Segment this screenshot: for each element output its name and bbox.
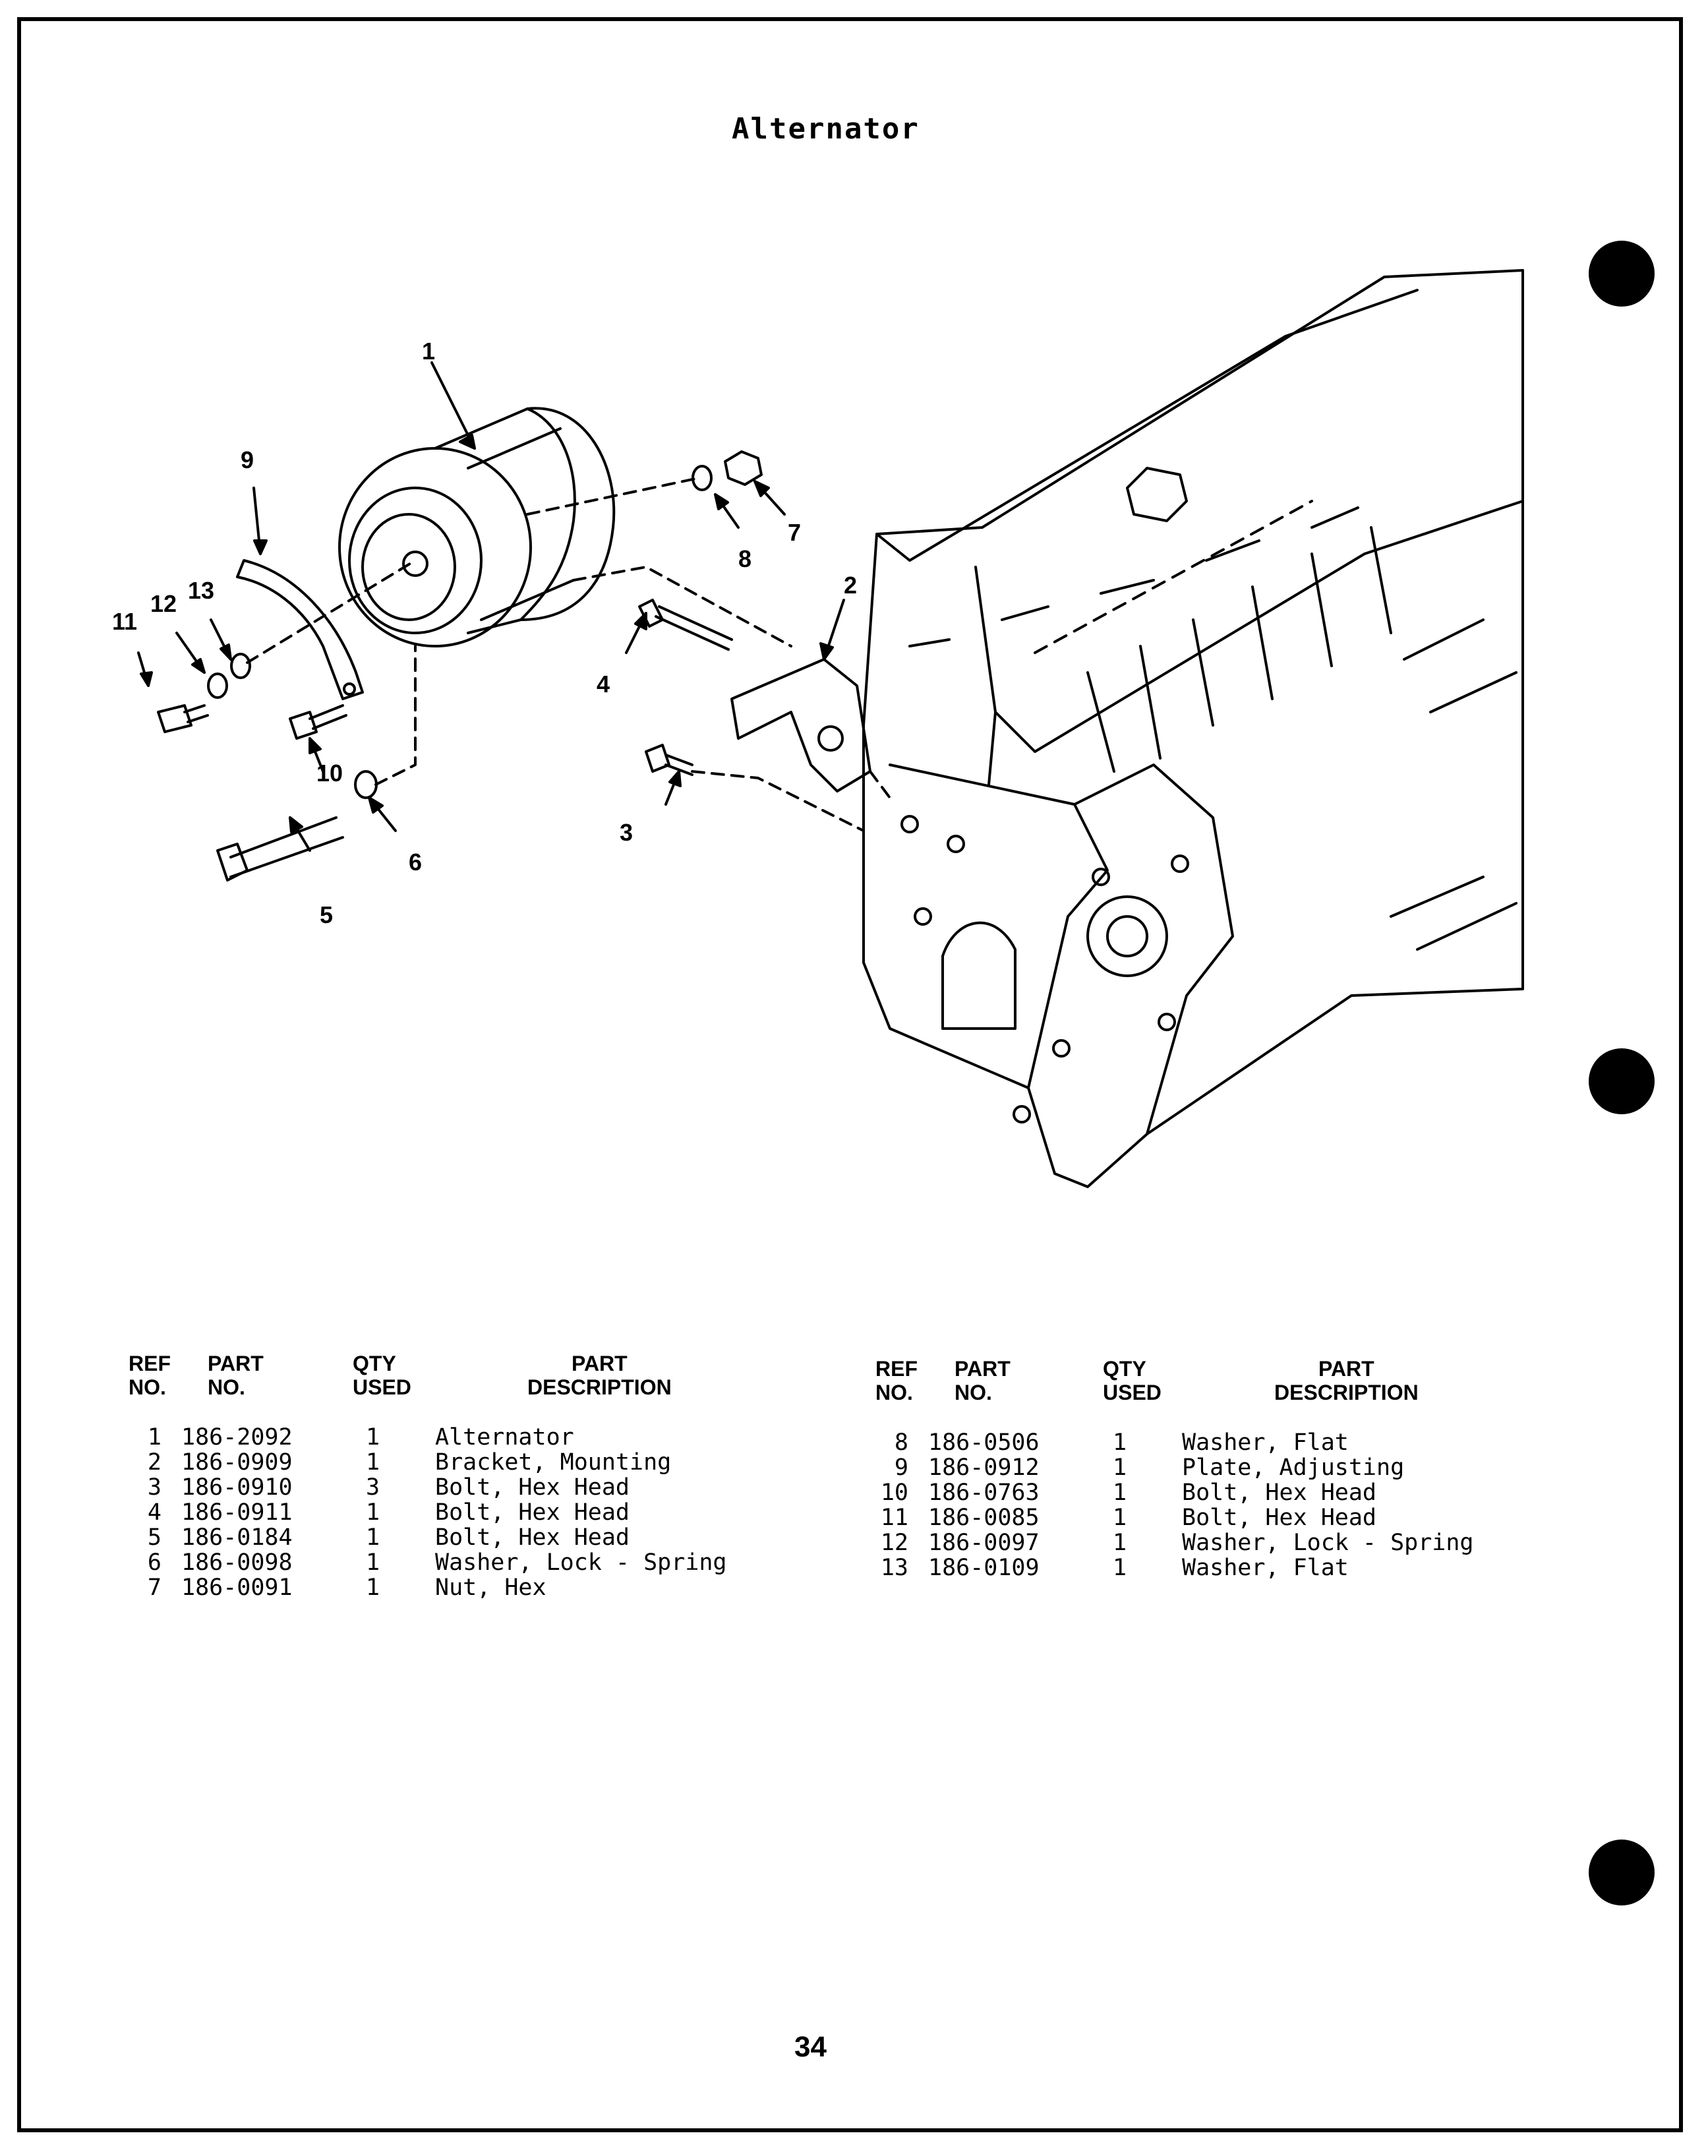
callout-1: 1 [422, 338, 436, 365]
washer-13-drawing [231, 654, 250, 678]
part-no-cell: 186-0763 [928, 1480, 1040, 1506]
ref-no-cell: 8 [894, 1429, 908, 1456]
description-cell: Bolt, Hex Head [1182, 1505, 1377, 1531]
ref-no-cell: 1 [147, 1424, 162, 1451]
callout-5: 5 [320, 901, 334, 928]
alternator-drawing [339, 408, 614, 646]
ref-no-cell: 4 [147, 1499, 162, 1526]
qty-cell: 1 [366, 1549, 380, 1576]
ref-no-cell: 12 [880, 1530, 908, 1556]
alternator-exploded-diagram [99, 251, 1529, 1200]
part-no-cell: 186-0097 [928, 1530, 1040, 1556]
header-ref: REF NO. [875, 1357, 918, 1404]
qty-cell: 1 [1113, 1555, 1127, 1581]
engine-block-drawing [864, 270, 1523, 1187]
callout-4: 4 [597, 671, 610, 698]
header-qty: QTY USED [1103, 1357, 1162, 1404]
callout-13: 13 [188, 577, 215, 604]
bolt-5-drawing [218, 818, 343, 880]
callout-8: 8 [738, 545, 752, 572]
binder-hole-bottom [1589, 1840, 1655, 1905]
part-no-cell: 186-0911 [181, 1499, 293, 1526]
part-no-cell: 186-0184 [181, 1524, 293, 1551]
washer-8-drawing [693, 466, 711, 490]
bolt-10-drawing [290, 705, 346, 738]
part-no-cell: 186-0109 [928, 1555, 1040, 1581]
part-no-cell: 186-0091 [181, 1574, 293, 1601]
description-cell: Bolt, Hex Head [435, 1474, 630, 1501]
binder-hole-top [1589, 241, 1655, 307]
part-no-cell: 186-0912 [928, 1454, 1040, 1481]
qty-cell: 1 [1113, 1480, 1127, 1506]
description-cell: Bolt, Hex Head [435, 1499, 630, 1526]
callout-9: 9 [241, 446, 254, 473]
header-qty: QTY USED [353, 1352, 411, 1399]
part-no-cell: 186-0909 [181, 1449, 293, 1476]
description-cell: Washer, Flat [1182, 1429, 1349, 1456]
qty-cell: 1 [1113, 1454, 1127, 1481]
description-cell: Bolt, Hex Head [1182, 1480, 1377, 1506]
callout-leaders [138, 363, 844, 851]
ref-no-cell: 7 [147, 1574, 162, 1601]
header-description: PART DESCRIPTION [1274, 1357, 1419, 1404]
bolt-4-drawing [639, 600, 732, 649]
ref-no-cell: 11 [880, 1505, 908, 1531]
ref-no-cell: 6 [147, 1549, 162, 1576]
mounting-bracket-drawing [732, 659, 870, 791]
ref-no-cell: 3 [147, 1474, 162, 1501]
description-cell: Washer, Lock - Spring [435, 1549, 727, 1576]
ref-no-cell: 9 [894, 1454, 908, 1481]
qty-cell: 1 [1113, 1505, 1127, 1531]
ref-no-cell: 10 [880, 1480, 908, 1506]
header-part-no: PART NO. [208, 1352, 264, 1399]
description-cell: Washer, Flat [1182, 1555, 1349, 1581]
description-cell: Plate, Adjusting [1182, 1454, 1405, 1481]
ref-no-cell: 13 [880, 1555, 908, 1581]
qty-cell: 1 [1113, 1530, 1127, 1556]
qty-cell: 1 [1113, 1429, 1127, 1456]
washer-12-drawing [208, 674, 227, 698]
part-no-cell: 186-2092 [181, 1424, 293, 1451]
description-cell: Washer, Lock - Spring [1182, 1530, 1474, 1556]
description-cell: Bolt, Hex Head [435, 1524, 630, 1551]
callout-3: 3 [620, 819, 633, 846]
callout-7: 7 [788, 519, 802, 546]
header-description: PART DESCRIPTION [527, 1352, 672, 1399]
callout-10: 10 [316, 760, 343, 787]
header-ref: REF NO. [129, 1352, 171, 1399]
qty-cell: 1 [366, 1574, 380, 1601]
callout-11: 11 [112, 608, 138, 635]
callout-2: 2 [844, 572, 858, 599]
qty-cell: 1 [366, 1449, 380, 1476]
part-no-cell: 186-0085 [928, 1505, 1040, 1531]
page-title: Alternator [732, 112, 920, 146]
ref-no-cell: 5 [147, 1524, 162, 1551]
binder-hole-middle [1589, 1048, 1655, 1114]
page-number: 34 [794, 2031, 827, 2063]
ref-no-cell: 2 [147, 1449, 162, 1476]
part-no-cell: 186-0506 [928, 1429, 1040, 1456]
bolt-11-drawing [158, 705, 208, 732]
description-cell: Alternator [435, 1424, 574, 1451]
qty-cell: 1 [366, 1499, 380, 1526]
callout-6: 6 [409, 849, 423, 876]
bolt-3-drawing [646, 745, 692, 775]
part-no-cell: 186-0910 [181, 1474, 293, 1501]
qty-cell: 1 [366, 1424, 380, 1451]
header-part-no: PART NO. [955, 1357, 1011, 1404]
qty-cell: 3 [366, 1474, 380, 1501]
nut-7-drawing [725, 452, 761, 485]
washer-6-drawing [355, 771, 376, 798]
callout-12: 12 [150, 590, 177, 617]
part-no-cell: 186-0098 [181, 1549, 293, 1576]
description-cell: Nut, Hex [435, 1574, 546, 1601]
qty-cell: 1 [366, 1524, 380, 1551]
description-cell: Bracket, Mounting [435, 1449, 672, 1476]
